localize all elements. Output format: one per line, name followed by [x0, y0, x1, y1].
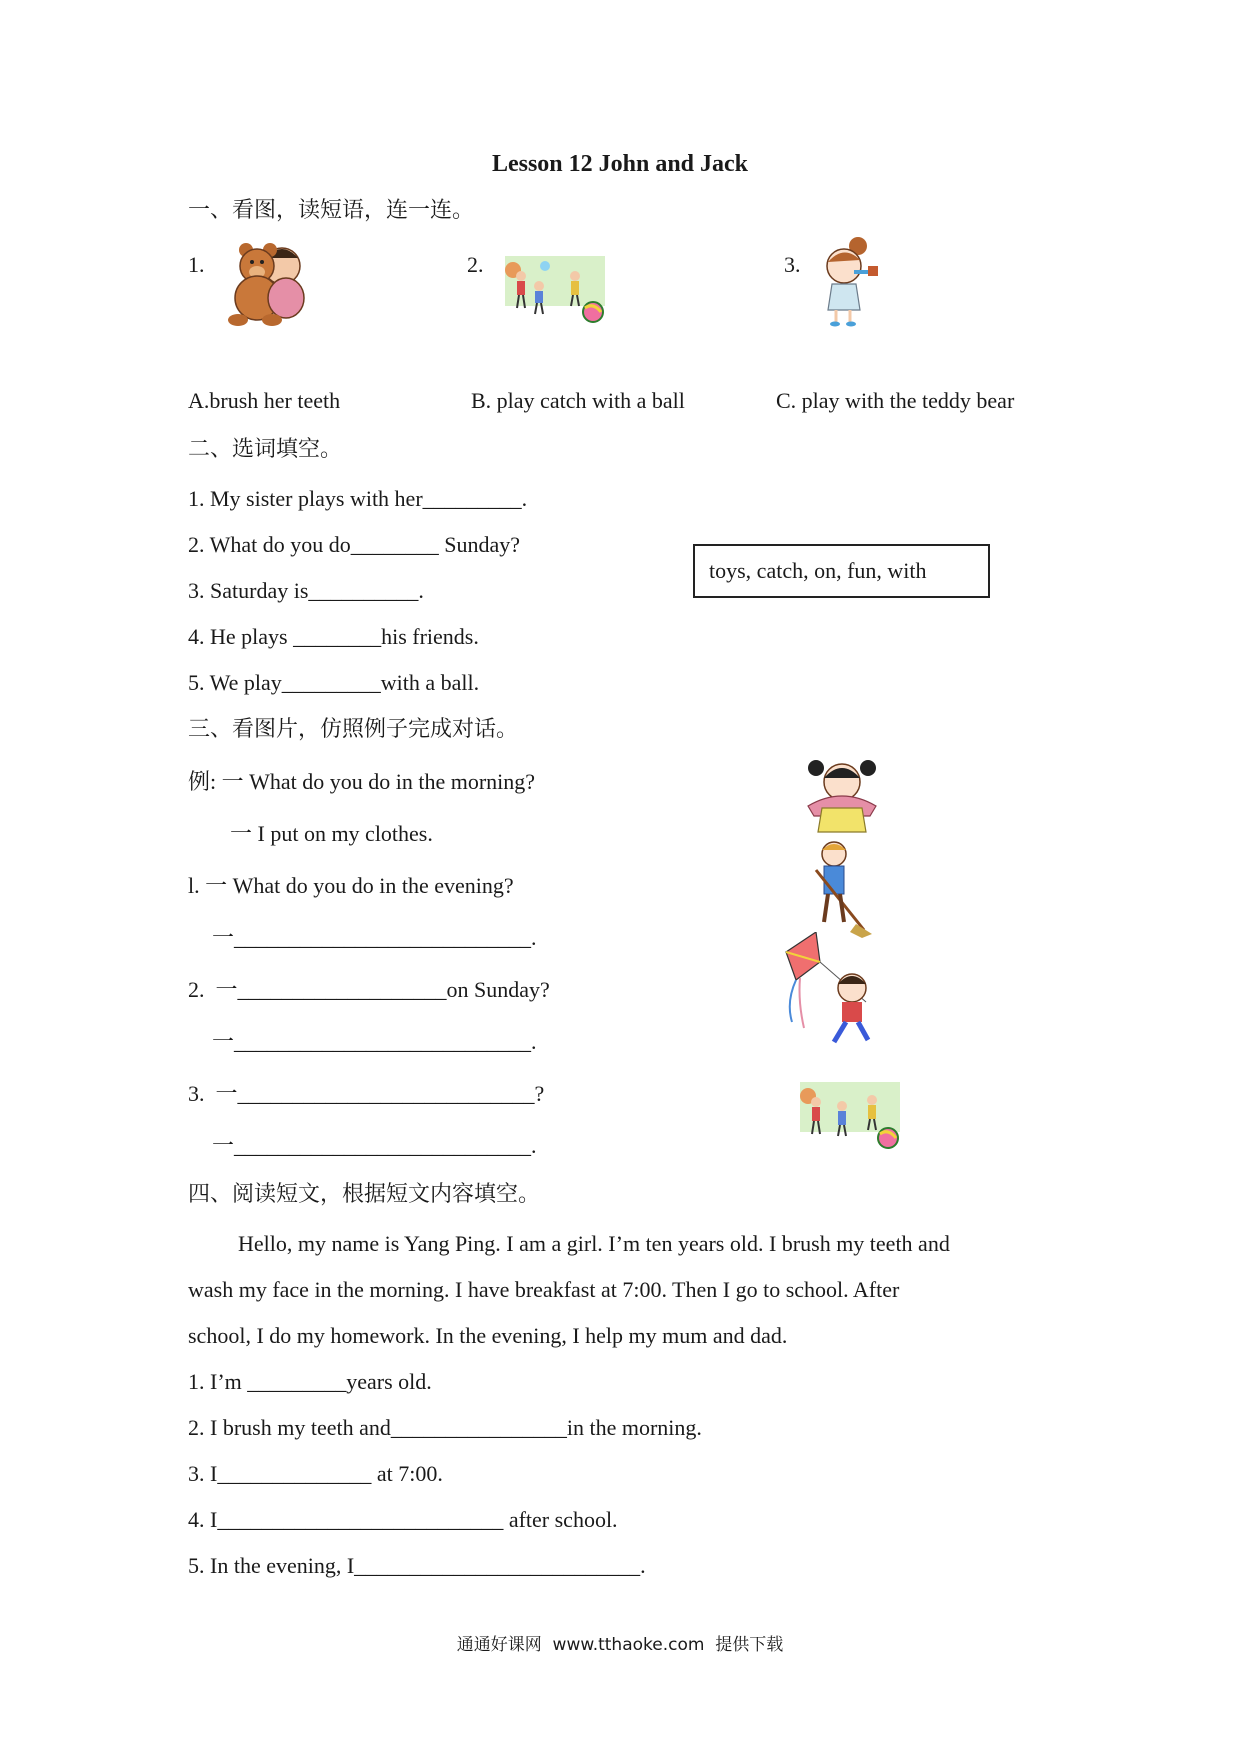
phrase-c: C. play with the teddy bear: [776, 388, 1015, 413]
passage-line-3: school, I do my homework. In the evening, I help my mum and dad.: [188, 1323, 788, 1348]
item-number-1: 1.: [188, 252, 205, 277]
boy-sweeping-picture: [806, 840, 876, 940]
reading-item-2: 2. I brush my teeth and________________in the morning.: [188, 1415, 702, 1440]
dialog-1-answer: 一___________________________.: [212, 925, 537, 950]
section1-heading: 一、看图，读短语，连一连。: [188, 198, 475, 223]
reading-item-1: 1. I’m _________years old.: [188, 1369, 432, 1394]
fill-item-4: 4. He plays ________his friends.: [188, 624, 479, 649]
page-title: Lesson 12 John and Jack: [491, 151, 749, 177]
section4-heading: 四、阅读短文，根据短文内容填空。: [188, 1182, 541, 1207]
play-catch-picture-2: [800, 1082, 900, 1150]
reading-item-4: 4. I__________________________ after school.: [188, 1507, 618, 1532]
example-answer: 一 I put on my clothes.: [230, 821, 433, 846]
fill-item-1: 1. My sister plays with her_________.: [188, 486, 528, 511]
footer-watermark: 通通好课网 www.tthaoke.com 提供下载: [456, 1635, 784, 1655]
dialog-2-question: 2. 一___________________on Sunday?: [188, 977, 550, 1002]
item-number-3: 3.: [784, 252, 801, 277]
word-bank-box: toys, catch, on, fun, with: [693, 544, 990, 598]
play-catch-picture: [505, 256, 605, 324]
girl-dressing-picture: [800, 756, 884, 834]
reading-item-3: 3. I______________ at 7:00.: [188, 1461, 443, 1486]
fill-item-3: 3. Saturday is__________.: [188, 578, 424, 603]
brush-teeth-picture: [814, 236, 884, 328]
dialog-2-answer: 一___________________________.: [212, 1029, 537, 1054]
passage-line-1: Hello, my name is Yang Ping. I am a girl. I’m ten years old. I brush my teeth and: [238, 1231, 950, 1256]
dialog-1-question: l. 一 What do you do in the evening?: [188, 873, 514, 898]
section2-heading: 二、选词填空。: [188, 437, 343, 462]
dialog-3-answer: 一___________________________.: [212, 1133, 537, 1158]
example-question: 例: 一 What do you do in the morning?: [188, 769, 536, 794]
section3-heading: 三、看图片，仿照例子完成对话。: [188, 717, 519, 742]
fill-item-2: 2. What do you do________ Sunday?: [188, 532, 521, 557]
dialog-3-question: 3. 一___________________________?: [188, 1081, 545, 1106]
item-number-2: 2.: [467, 252, 484, 277]
reading-item-5: 5. In the evening, I__________________________.: [188, 1553, 646, 1578]
teddy-bear-picture: [222, 236, 312, 328]
fill-item-5: 5. We play_________with a ball.: [188, 670, 480, 695]
boy-kite-picture: [776, 932, 896, 1060]
phrase-a: A.brush her teeth: [188, 388, 341, 413]
phrase-b: B. play catch with a ball: [471, 388, 685, 413]
passage-line-2: wash my face in the morning. I have breakfast at 7:00. Then I go to school. After: [188, 1277, 900, 1302]
